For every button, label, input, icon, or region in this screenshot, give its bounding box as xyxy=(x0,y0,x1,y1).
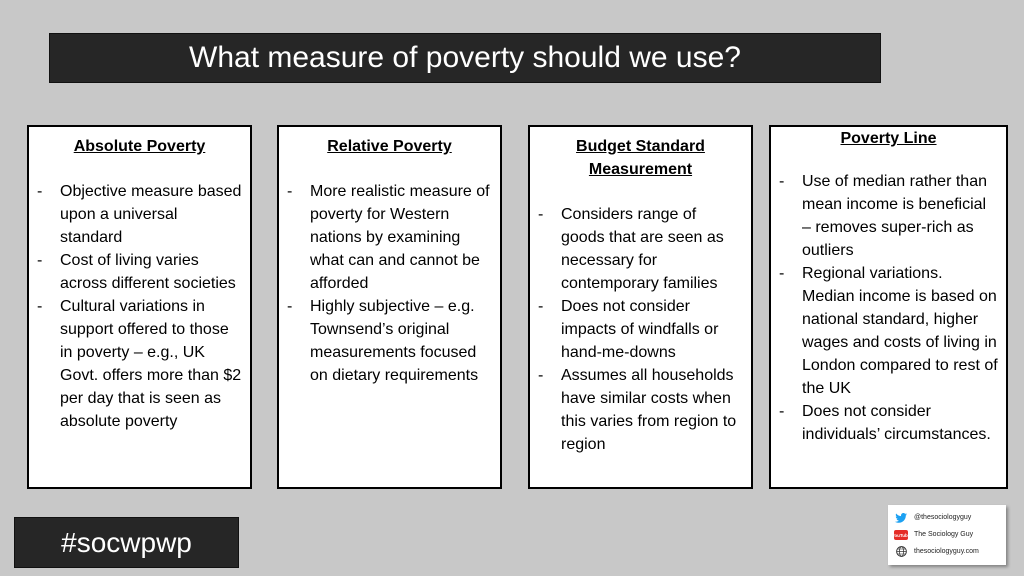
youtube-channel: The Sociology Guy xyxy=(914,531,974,538)
list-item: - Regional variations. Median income is based on national standard, higher wages and costs of living in London compared to rest of the UK xyxy=(779,262,998,400)
list-item: - Does not consider individuals’ circumstances. xyxy=(779,400,998,446)
list-item: - Assumes all households have similar costs when this varies from region to region xyxy=(538,364,743,456)
bullet-list xyxy=(37,180,242,433)
website-url: thesociologyguy.com xyxy=(914,548,979,555)
card-poverty-line xyxy=(769,125,1008,489)
hashtag-text: #socwpwp xyxy=(61,526,192,558)
list-item: - Highly subjective – e.g. Townsend’s original measurements focused on dietary requirements xyxy=(287,295,492,387)
card-title: Budget Standard xyxy=(576,138,705,155)
hashtag-banner xyxy=(14,517,239,568)
social-row-website xyxy=(894,543,1000,560)
card-relative-poverty xyxy=(277,125,502,489)
card-title: Poverty Line xyxy=(840,130,937,147)
twitter-bird-icon xyxy=(894,512,908,524)
social-card xyxy=(888,505,1006,565)
card-title: Measurement xyxy=(588,161,693,178)
list-item: - Does not consider impacts of windfalls or hand-me-downs xyxy=(538,295,743,364)
globe-icon xyxy=(894,546,908,558)
svg-text:YouTube: YouTube xyxy=(891,532,911,538)
social-row-twitter xyxy=(894,509,1000,526)
bullet-list xyxy=(538,203,743,456)
page-title: What measure of poverty should we use? xyxy=(189,41,741,74)
list-item: - Cultural variations in support offered to those in poverty – e.g., UK Govt. offers more than $2 per day that is seen as absolute poverty xyxy=(37,295,242,433)
list-item: - Considers range of goods that are seen as necessary for contemporary families xyxy=(538,203,743,295)
title-banner xyxy=(49,33,881,83)
list-item: - More realistic measure of poverty for Western nations by examining what can and cannot be afforded xyxy=(287,180,492,295)
bullet-list xyxy=(779,170,998,446)
youtube-icon xyxy=(891,529,911,541)
card-budget-standard xyxy=(528,125,753,489)
social-row-youtube xyxy=(891,526,1000,543)
list-item: - Cost of living varies across different societies xyxy=(37,249,242,295)
twitter-handle: @thesociologyguy xyxy=(914,514,972,521)
list-item: - Objective measure based upon a universal standard xyxy=(37,180,242,249)
card-title: Relative Poverty xyxy=(327,138,452,155)
card-absolute-poverty xyxy=(27,125,252,489)
card-title: Absolute Poverty xyxy=(73,138,206,155)
list-item: - Use of median rather than mean income is beneficial – removes super-rich as outliers xyxy=(779,170,998,262)
bullet-list xyxy=(287,180,492,387)
